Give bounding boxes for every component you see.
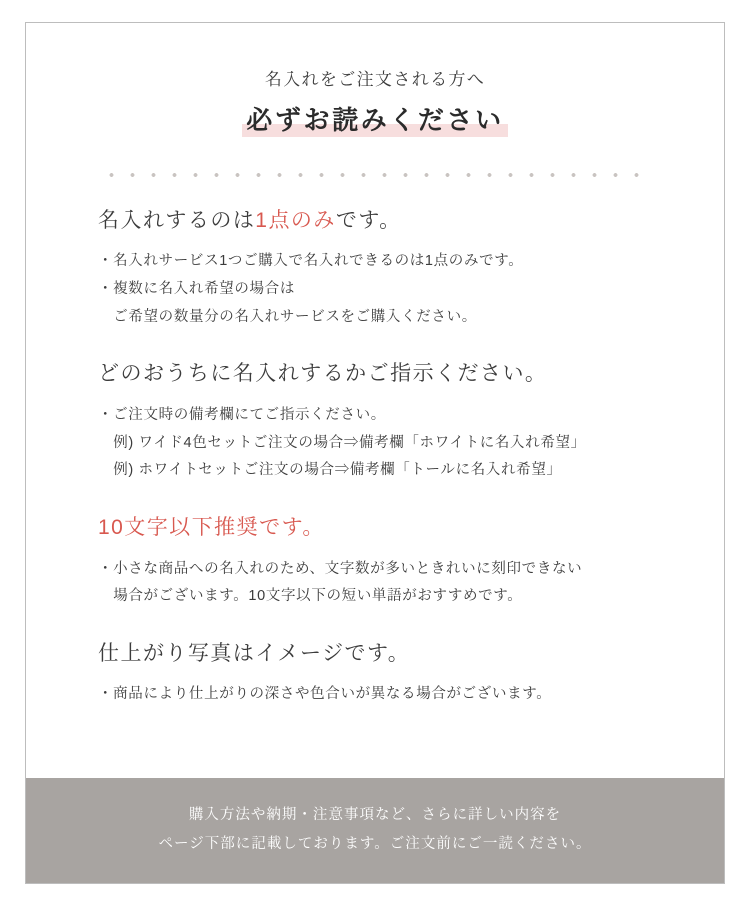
section-3-title: 10文字以下推奨です。	[98, 516, 325, 540]
list-item: ・複数に名入れ希望の場合は	[98, 280, 295, 297]
list-item: ・ご注文時の備考欄にてご指示ください。	[98, 406, 386, 423]
footer-banner	[26, 778, 724, 883]
list-item: ・小さな商品への名入れのため、文字数が多いときれいに刻印できない	[98, 560, 583, 577]
notice-card	[25, 22, 725, 884]
section-1-title-highlight: 1点のみ	[255, 208, 336, 232]
section-2-title: どのおうちに名入れするかご指示ください。	[98, 362, 548, 386]
header-block	[26, 65, 724, 137]
list-item: 例) ワイド4色セットご注文の場合⇒備考欄「ホワイトに名入れ希望」	[113, 434, 586, 451]
section-1-title-prefix: 名入れするのは	[98, 208, 256, 232]
section-1-title	[98, 207, 652, 235]
section-4-title: 仕上がり写真はイメージです。	[98, 642, 411, 666]
card-content	[26, 23, 724, 778]
notice-section-1	[98, 207, 652, 331]
footer-line-2: ページ下部に記載しております。ご注文前にご一読ください。	[158, 835, 592, 852]
section-4-bullets	[98, 681, 652, 708]
page-title: 必ずお読みください	[242, 106, 507, 137]
list-item: 例) ホワイトセットご注文の場合⇒備考欄「トールに名入れ希望」	[113, 462, 562, 479]
header-subtitle: 名入れをご注文される方へ	[264, 70, 486, 89]
list-item: ・名入れサービス1つご購入で名入れできるのは1点のみです。	[98, 252, 524, 269]
header-title-wrap	[26, 106, 724, 137]
section-3-bullets	[98, 556, 652, 611]
notice-section-2	[98, 360, 652, 484]
list-item: ご希望の数量分の名入れサービスをご購入ください。	[113, 308, 477, 325]
section-1-title-suffix: です。	[335, 208, 402, 232]
list-item: ・商品により仕上がりの深さや色合いが異なる場合がございます。	[98, 686, 552, 703]
notice-sections	[26, 177, 724, 709]
section-2-bullets	[98, 402, 652, 484]
notice-section-3	[98, 514, 652, 610]
notice-section-4	[98, 640, 652, 708]
list-item: 場合がございます。10文字以下の短い単語がおすすめです。	[113, 588, 523, 605]
footer-line-1: 購入方法や納期・注意事項など、さらに詳しい内容を	[188, 807, 562, 824]
section-1-bullets	[98, 248, 652, 330]
